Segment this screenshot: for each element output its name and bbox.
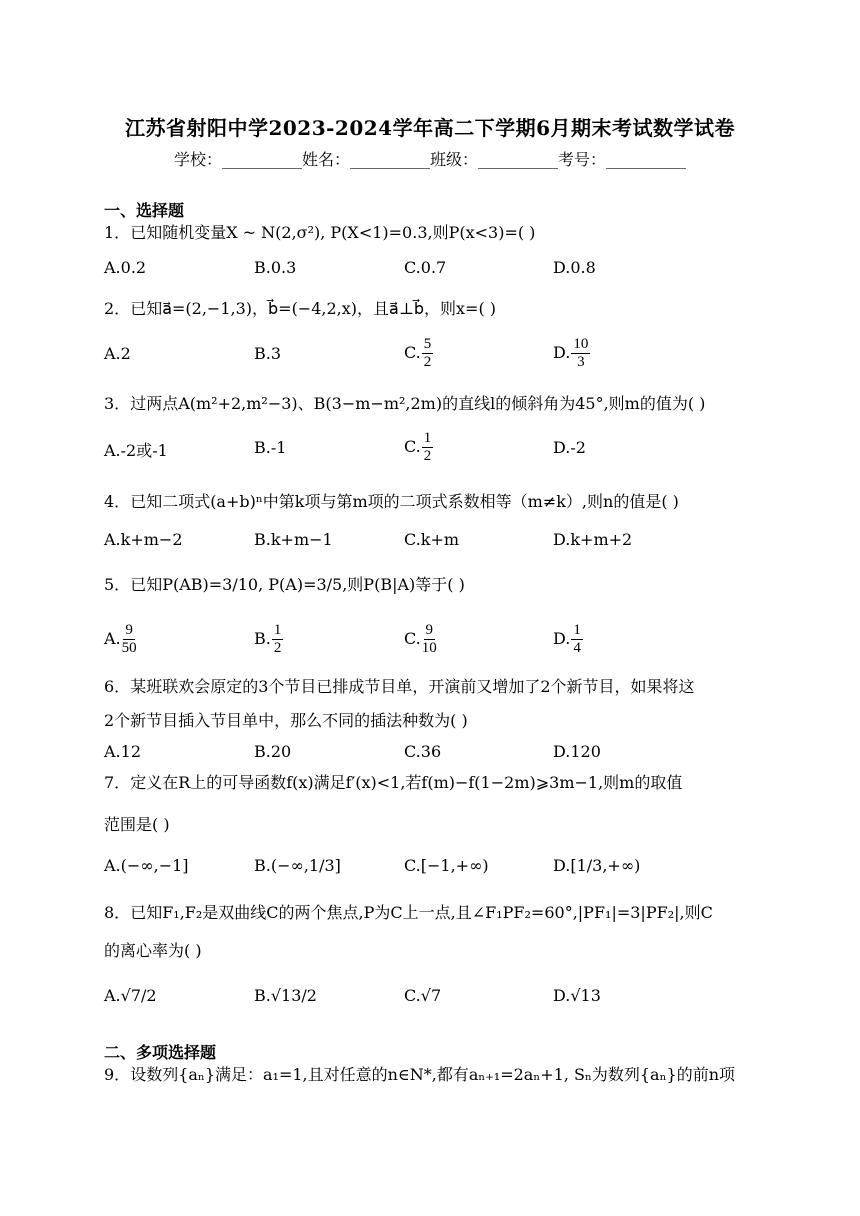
question-text: 已知F₁,F₂是双曲线C的两个焦点,P为C上一点,且∠F₁PF₂=60°,|PF₁|=3|PF₂|,则C (130, 903, 713, 922)
fraction: $\frac{1}{2}$ (273, 622, 282, 656)
option-c: C.[−1,+∞) (404, 856, 489, 875)
option-d: D. $\frac{1}{4}$ (553, 622, 581, 656)
option-b: B.(−∞,1/3] (254, 856, 341, 875)
fraction: $\frac{1}{2}$ (423, 430, 432, 464)
question-1 (104, 216, 764, 250)
question-9 (104, 1058, 764, 1092)
question-number: 2． (104, 299, 131, 318)
option-a: A.2 (104, 344, 131, 363)
question-5 (104, 568, 764, 602)
question-3 (104, 387, 764, 421)
question-5-options (104, 622, 764, 656)
option-d: D.-2 (553, 438, 586, 457)
question-7-options (104, 856, 764, 890)
question-text: 过两点A(m²+2,m²−3)、B(3−m−m²,2m)的直线l的倾斜角为45°,则m的值为( ) (130, 394, 706, 413)
option-a: A. $\frac{9}{50}$ (104, 622, 137, 656)
question-number: 9． (104, 1065, 131, 1084)
option-d: D.k+m+2 (553, 530, 633, 549)
question-number: 6． (104, 677, 131, 696)
option-a: A.12 (104, 742, 141, 761)
question-number: 5． (104, 575, 131, 594)
option-c: C.k+m (404, 530, 460, 549)
option-d: D.0.8 (553, 258, 596, 277)
question-6-line-2: 2个新节目插入节目单中，那么不同的插法种数为( ) (104, 711, 468, 730)
fraction: $\frac{5}{2}$ (423, 336, 432, 370)
option-b: B. $\frac{1}{2}$ (254, 622, 282, 656)
question-3-options (104, 430, 764, 464)
option-d: D.[1/3,+∞) (553, 856, 641, 875)
question-text: 已知二项式(a+b)ⁿ中第k项与第m项的二项式系数相等（m≠k）,则n的值是( ) (130, 492, 679, 511)
option-b: B.k+m−1 (254, 530, 333, 549)
option-c: C.0.7 (404, 258, 447, 277)
option-d: D. $\frac{10}{3}$ (553, 336, 589, 370)
fraction: $\frac{10}{3}$ (573, 336, 589, 370)
option-d: D.120 (553, 742, 601, 761)
question-2-options (104, 336, 764, 370)
question-8 (104, 896, 764, 930)
exam-title: 江苏省射阳中学2023-2024学年高二下学期6月期末考试数学试卷 (124, 116, 736, 140)
question-number: 3． (104, 394, 131, 413)
question-number: 8． (104, 903, 131, 922)
question-7 (104, 766, 764, 800)
question-8-line-2: 的离心率为( ) (104, 941, 202, 960)
fraction: $\frac{1}{4}$ (573, 622, 581, 656)
question-number: 7． (104, 773, 131, 792)
option-c: C. $\frac{5}{2}$ (404, 336, 432, 370)
question-text: 已知随机变量X ~ N(2,σ²), P(X<1)=0.3,则P(x<3)=( ) (130, 223, 536, 242)
option-a: A.√7/2 (104, 986, 157, 1005)
option-a: A.-2或-1 (104, 441, 168, 460)
fraction: $\frac{9}{50}$ (121, 622, 137, 656)
question-text: 设数列{aₙ}满足：a₁=1,且对任意的n∈N*,都有aₙ₊₁=2aₙ+1, Sₙ为数列{aₙ}的前n项 (130, 1065, 736, 1084)
student-info-line: 学校：__________姓名：__________班级：__________考号：__________ (173, 150, 686, 169)
option-a: A.0.2 (104, 258, 147, 277)
option-c: C.36 (404, 742, 442, 761)
option-b: B.0.3 (254, 258, 297, 277)
question-8-options (104, 986, 764, 1020)
question-text: 定义在R上的可导函数f(x)满足f′(x)<1,若f(m)−f(1−2m)⩾3m−1,则m的取值 (130, 773, 683, 792)
section-multiple-choice: 一、选择题 (104, 201, 185, 220)
question-7-line-2: 范围是( ) (104, 815, 170, 834)
question-2 (104, 292, 764, 326)
option-b: B.-1 (254, 438, 287, 457)
option-b: B.√13/2 (254, 986, 317, 1005)
option-c: C.√7 (404, 986, 442, 1005)
option-d: D.√13 (553, 986, 601, 1005)
question-text: 已知a⃗=(2,−1,3)，b⃗=(−4,2,x)，且a⃗⊥b⃗，则x=( ) (130, 299, 497, 318)
section-multiple-select: 二、多项选择题 (104, 1043, 217, 1062)
question-1-options (104, 258, 764, 292)
question-6 (104, 670, 764, 704)
fraction: $\frac{9}{10}$ (421, 622, 437, 656)
option-b: B.3 (254, 344, 282, 363)
question-4 (104, 485, 764, 519)
option-b: B.20 (254, 742, 292, 761)
option-c: C. $\frac{1}{2}$ (404, 430, 432, 464)
option-a: A.k+m−2 (104, 530, 183, 549)
option-a: A.(−∞,−1] (104, 856, 189, 875)
question-text: 某班联欢会原定的3个节目已排成节目单，开演前又增加了2个新节目，如果将这 (130, 677, 695, 696)
question-number: 4． (104, 492, 131, 511)
question-4-options (104, 530, 764, 564)
question-number: 1． (104, 223, 131, 242)
question-text: 已知P(AB)=3/10, P(A)=3/5,则P(B|A)等于( ) (130, 575, 465, 594)
option-c: C. $\frac{9}{10}$ (404, 622, 437, 656)
